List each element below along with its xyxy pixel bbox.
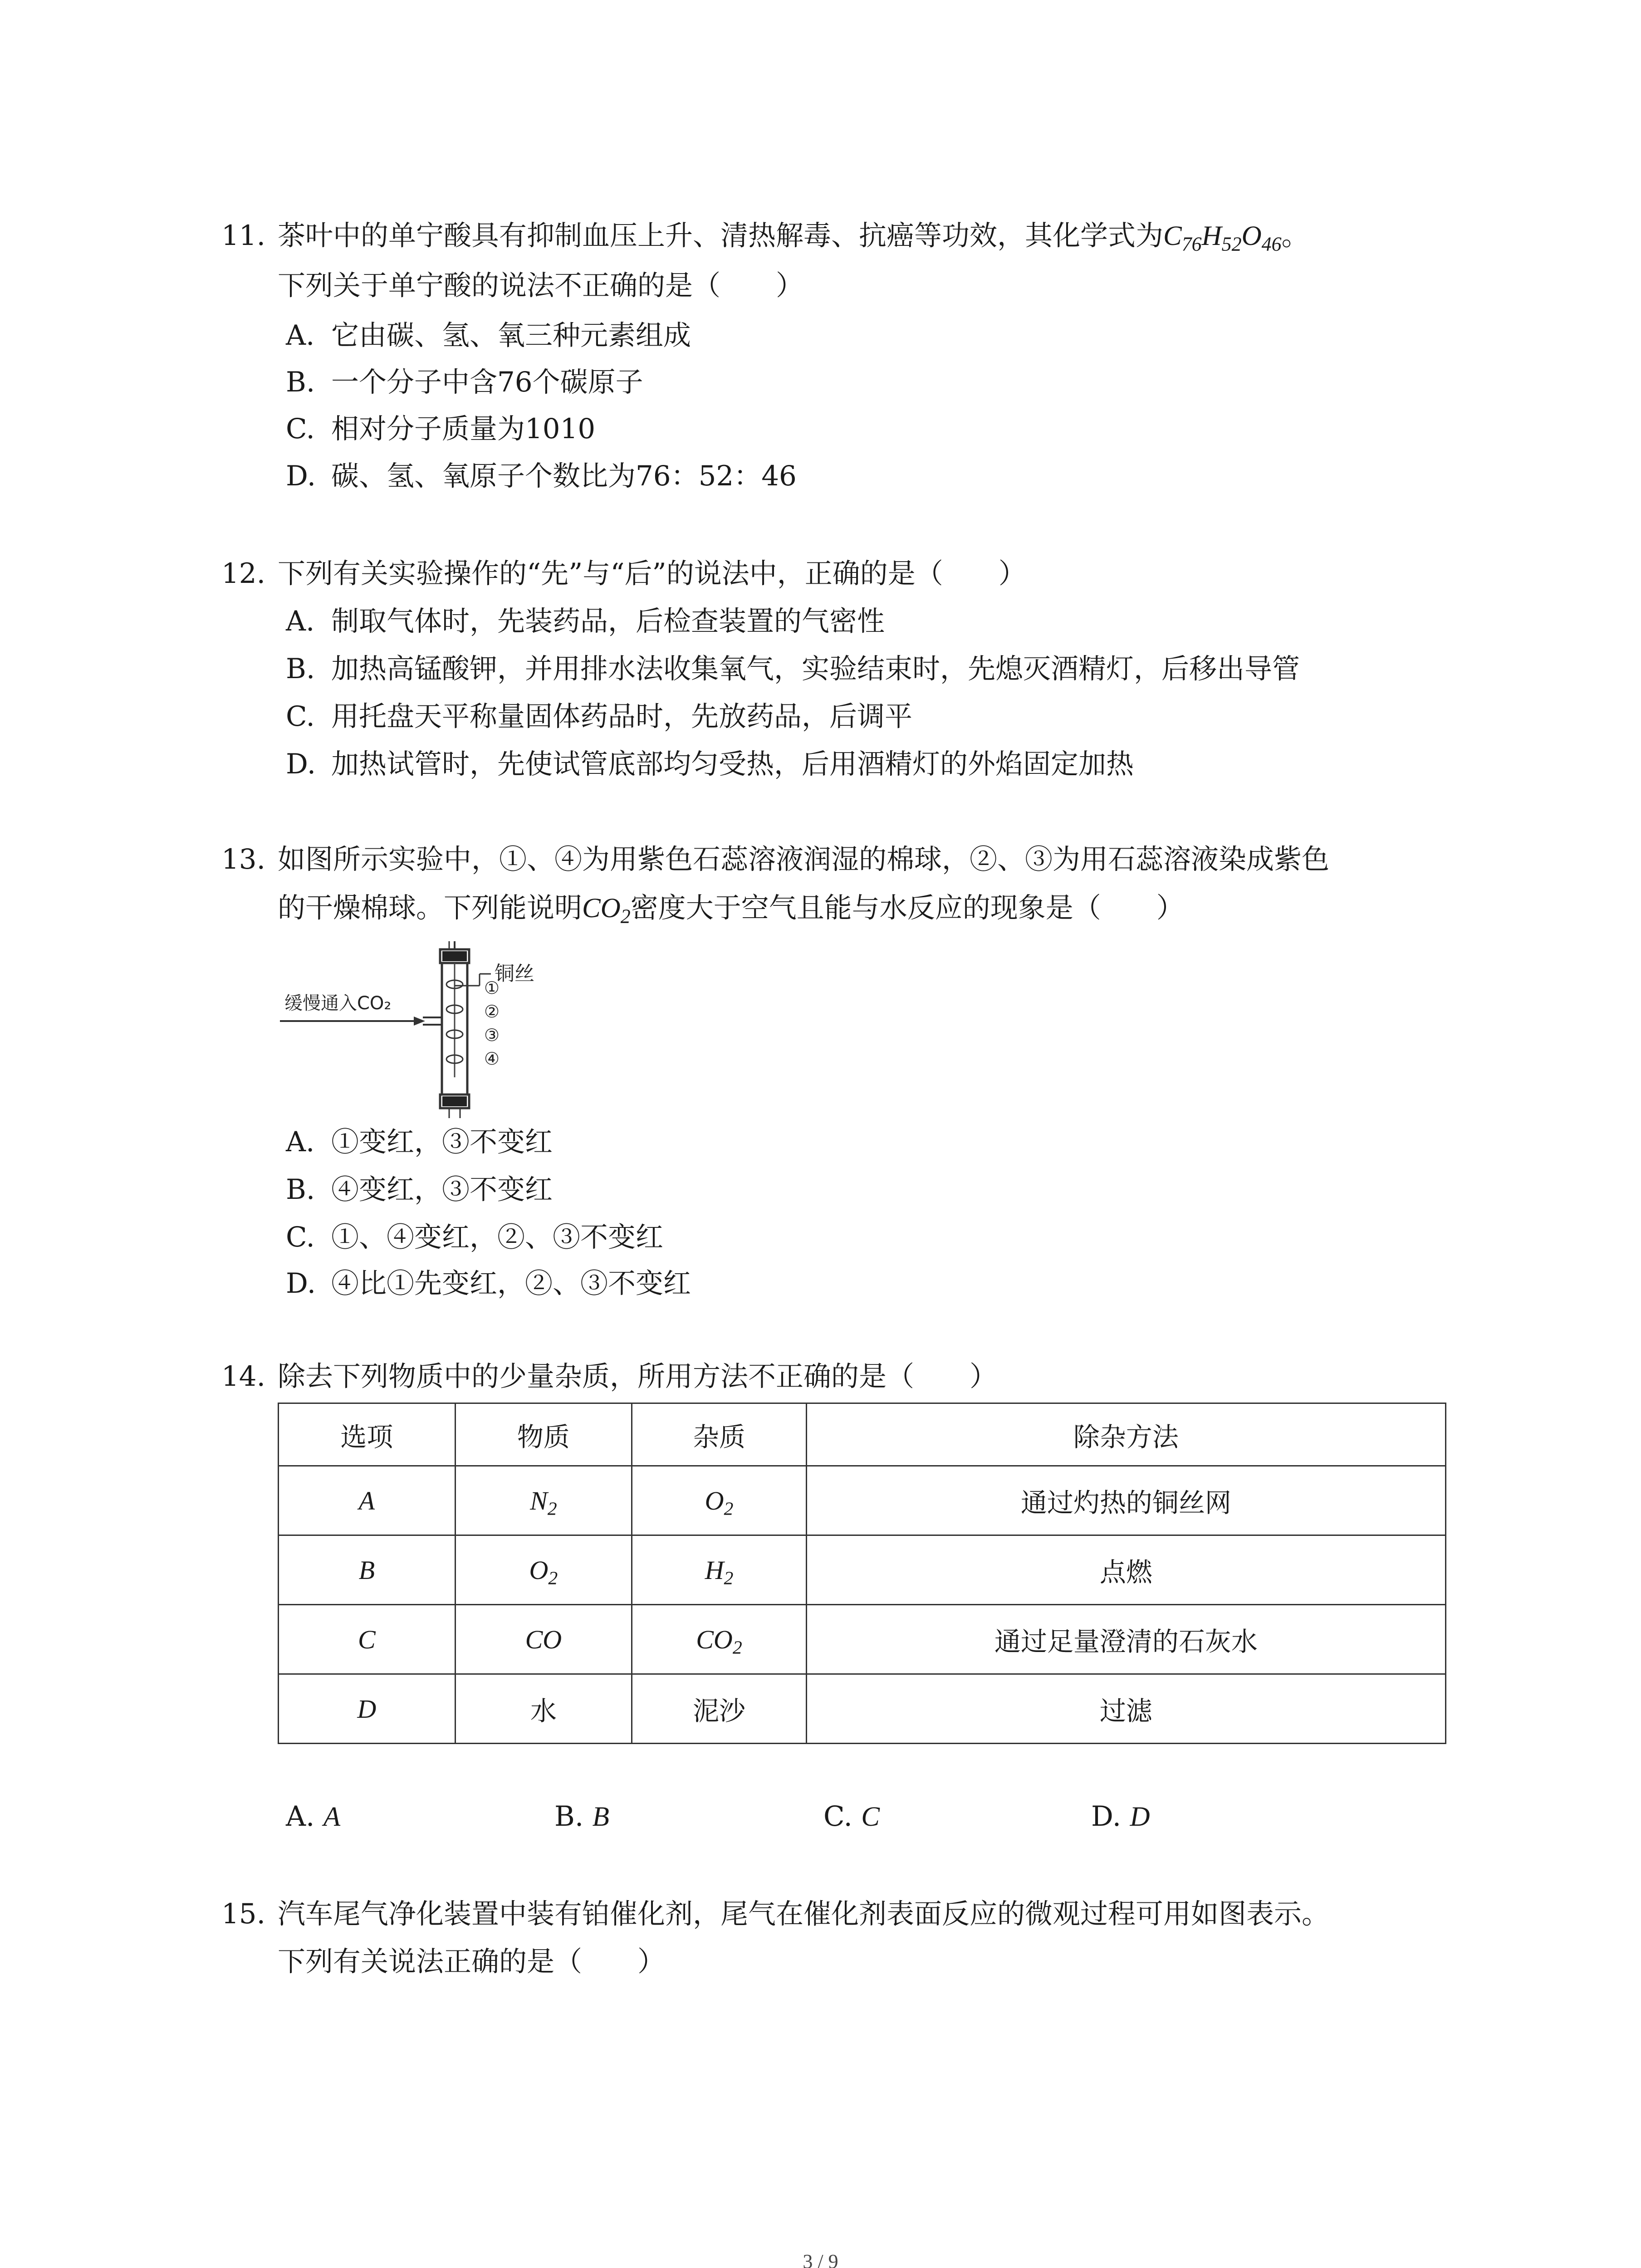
table-row — [279, 1605, 1446, 1674]
page-number: 3 / 9 — [803, 2250, 838, 2268]
row-impurity: $H_2$ — [632, 1535, 807, 1605]
q11-option-c: C. 相对分子质量为1010 — [286, 413, 596, 445]
q13-stem-line2: 的干燥棉球。下列能说明$CO_2$密度大于空气且能与水反应的现象是（ ） — [278, 892, 1184, 928]
q13-option-a: A. ①变红，③不变红 — [286, 1126, 553, 1158]
table-row — [279, 1466, 1446, 1535]
q11-stem-text: 茶叶中的单宁酸具有抑制血压上升、清热解毒、抗癌等功效，其化学式为 — [278, 220, 1164, 252]
q11-stem-line2: 下列关于单宁酸的说法不正确的是（ ） — [278, 269, 804, 302]
q13-apparatus-figure — [278, 941, 559, 1118]
row-substance: 水 — [455, 1674, 632, 1744]
ball-label-4: ④ — [484, 1049, 500, 1069]
q13-option-c: C. ①、④变红，②、③不变红 — [286, 1221, 664, 1253]
row-substance: $O_2$ — [455, 1535, 632, 1605]
q12-option-d: D. 加热试管时，先使试管底部均匀受热，后用酒精灯的外焰固定加热 — [286, 748, 1134, 780]
q11-formula: $C_{76}H_{52}O_{46}$ — [1163, 221, 1282, 255]
top-stopper-fill — [442, 951, 467, 961]
q15-stem-line1: 汽车尾气净化装置中装有铂催化剂，尾气在催化剂表面反应的微观过程可用如图表示。 — [278, 1898, 1330, 1930]
row-method: 过滤 — [806, 1674, 1445, 1744]
header-impurity: 杂质 — [632, 1403, 807, 1466]
q11-number: 11. — [221, 220, 266, 252]
row-impurity: $O_2$ — [632, 1466, 807, 1535]
header-substance: 物质 — [455, 1403, 632, 1466]
row-substance: CO — [455, 1605, 632, 1674]
co2-formula: $CO_2$ — [582, 893, 631, 928]
q14-table — [278, 1403, 1446, 1744]
arrow-label: 缓慢通入CO₂ — [284, 993, 392, 1014]
row-option: C — [279, 1605, 456, 1674]
row-impurity: $CO_2$ — [632, 1605, 807, 1674]
q11-option-d: D. 碳、氢、氧原子个数比为76：52：46 — [286, 460, 797, 492]
row-method: 点燃 — [806, 1535, 1445, 1605]
q12-number: 12. — [221, 557, 266, 590]
row-option: D — [279, 1674, 456, 1744]
table-row — [279, 1674, 1446, 1744]
header-option: 选项 — [279, 1403, 456, 1466]
table-row — [279, 1535, 1446, 1605]
q13-option-d: D. ④比①先变红，②、③不变红 — [286, 1267, 691, 1300]
q11-option-a: A. 它由碳、氢、氧三种元素组成 — [286, 319, 691, 352]
q11-option-b: B. 一个分子中含76个碳原子 — [286, 366, 643, 398]
q15-stem-line2: 下列有关说法正确的是（ ） — [278, 1945, 666, 1978]
header-method: 除杂方法 — [806, 1403, 1445, 1466]
q12-stem: 下列有关实验操作的“先”与“后”的说法中，正确的是（ ） — [278, 557, 1026, 590]
q13-number: 13. — [221, 843, 266, 875]
table-header-row — [279, 1403, 1446, 1466]
q14-answer-d: D. D — [1091, 1800, 1150, 1833]
ball-label-1: ① — [484, 978, 500, 998]
q14-answer-b: B. B — [554, 1800, 609, 1833]
q12-option-c: C. 用托盘天平称量固体药品时，先放药品，后调平 — [286, 700, 913, 733]
q14-number: 14. — [221, 1360, 266, 1393]
row-option: B — [279, 1535, 456, 1605]
q12-option-a: A. 制取气体时，先装药品，后检查装置的气密性 — [286, 605, 885, 637]
q12-option-b: B. 加热高锰酸钾，并用排水法收集氧气，实验结束时，先熄灭酒精灯，后移出导管 — [286, 653, 1300, 685]
q14-stem: 除去下列物质中的少量杂质，所用方法不正确的是（ ） — [278, 1360, 998, 1393]
q15-number: 15. — [221, 1898, 266, 1930]
ball-label-2: ② — [484, 1002, 500, 1022]
row-impurity: 泥沙 — [632, 1674, 807, 1744]
ball-label-3: ③ — [484, 1025, 500, 1045]
q11-stem: 茶叶中的单宁酸具有抑制血压上升、清热解毒、抗癌等功效，其化学式为$C_{76}H_{52}O_{46}$。 — [278, 220, 1309, 255]
q14-answer-a: A. A — [286, 1800, 341, 1833]
q13-stem-line1: 如图所示实验中，①、④为用紫色石蕊溶液润湿的棉球，②、③为用石蕊溶液染成紫色 — [278, 843, 1330, 875]
row-option: A — [279, 1466, 456, 1535]
row-method: 通过灼热的铜丝网 — [806, 1466, 1445, 1535]
q13-option-b: B. ④变红，③不变红 — [286, 1173, 553, 1206]
row-method: 通过足量澄清的石灰水 — [806, 1605, 1445, 1674]
wire-label: 铜丝 — [495, 962, 534, 985]
q14-answer-c: C. C — [823, 1800, 880, 1833]
row-substance: $N_2$ — [455, 1466, 632, 1535]
